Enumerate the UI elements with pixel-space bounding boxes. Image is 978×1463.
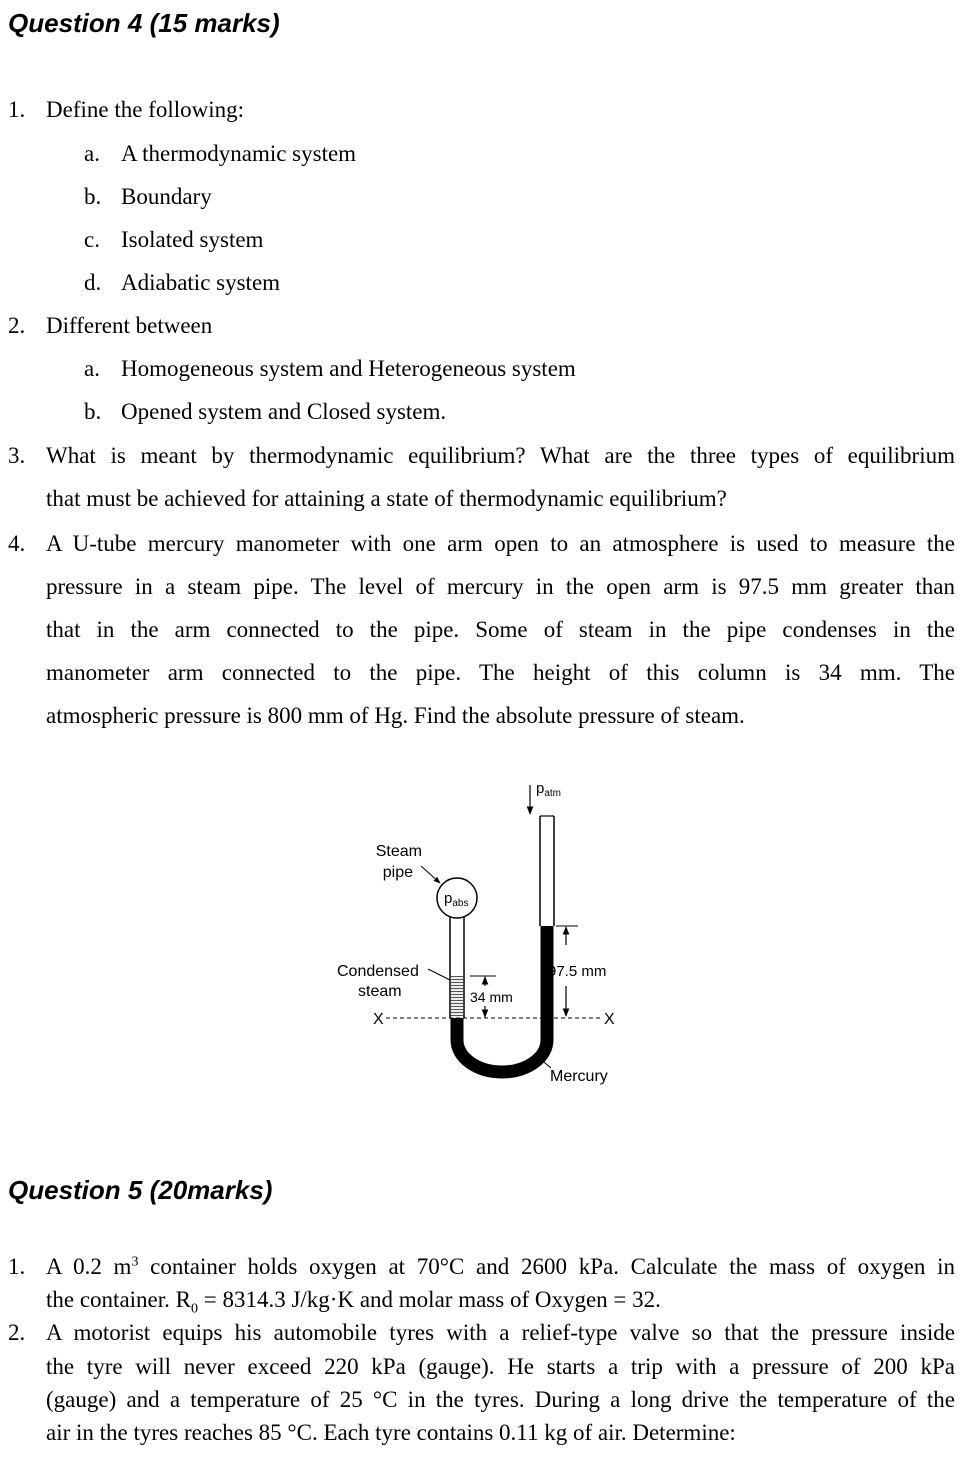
dim-975-label: 97.5 mm [548, 963, 607, 980]
q4-item-1-text: Define the following: [46, 97, 245, 122]
q5-item-1-line-1: A 0.2 $m^3$ container holds oxygen at 70°C and 2600 kPa. Calculate the mass of oxygen in [46, 1254, 955, 1279]
q4-item-2a-text: Homogeneous system and Heterogeneous system [121, 356, 576, 381]
steam-pipe-label-2: pipe [382, 864, 413, 881]
dim-34-label: 34 mm [470, 989, 513, 1005]
q5-item-1-number: 1. [8, 1254, 26, 1279]
q4-item-1b-label: b. [84, 184, 102, 209]
x-right-label: X [604, 1011, 615, 1028]
q4-item-2b-label: b. [84, 399, 102, 424]
q4-item-4-line-5: atmospheric pressure is 800 mm of Hg. Find the absolute pressure of steam. [46, 703, 745, 728]
q4-item-4-line-4: manometer arm connected to the pipe. The height of this column is 34 mm. The [46, 660, 955, 685]
q4-item-1c-label: c. [84, 227, 100, 252]
p-atm-label: $p_{atm}$ [536, 780, 562, 799]
question-4-title: Question 4 (15 marks) [8, 8, 280, 38]
condensed-steam-column [451, 976, 463, 1018]
question-5-title: Question 5 (20marks) [8, 1175, 273, 1205]
q4-item-4-line-2: pressure in a steam pipe. The level of mercury in the open arm is 97.5 mm greater than [46, 574, 955, 599]
q4-item-2b-text: Opened system and Closed system. [121, 399, 447, 424]
q4-item-1d-label: d. [84, 270, 102, 295]
q4-item-1a-text: A thermodynamic system [121, 141, 357, 166]
q4-item-3-number: 3. [8, 443, 26, 468]
q5-item-2-line-2: the tyre will never exceed 220 kPa (gauge). He starts a trip with a pressure of 200 kPa [46, 1354, 955, 1379]
q4-item-1a-label: a. [84, 141, 100, 166]
p-abs-label: $p_{abs}$ [444, 890, 469, 909]
q4-item-4-line-1: A U-tube mercury manometer with one arm open to an atmosphere is used to measure the [46, 531, 955, 556]
q4-item-3-line-1: What is meant by thermodynamic equilibrium? What are the three types of equilibrium [46, 443, 955, 468]
mercury-label: Mercury [550, 1068, 608, 1085]
q4-item-2-text: Different between [46, 313, 213, 338]
q4-item-3-line-2: that must be achieved for attaining a state of thermodynamic equilibrium? [46, 486, 727, 511]
q4-item-4-line-3: that in the arm connected to the pipe. Some of steam in the pipe condenses in the [46, 617, 955, 642]
q4-item-1d-text: Adiabatic system [121, 270, 281, 295]
condensed-label-1: Condensed [337, 963, 419, 980]
q4-item-1b-text: Boundary [121, 184, 212, 209]
q5-item-2-line-3: (gauge) and a temperature of 25 °C in the tyres. During a long drive the temperature of the [46, 1387, 955, 1412]
q5-item-1-line-2: the container. $R_0 = 8314.3$ J/kg·K and molar mass of Oxygen = 32. [46, 1287, 661, 1317]
steam-pipe-leader [421, 866, 440, 883]
q5-item-2-line-1: A motorist equips his automobile tyres with a relief-type valve so that the pressure inside [46, 1320, 955, 1345]
condensed-label-2: steam [358, 983, 402, 1000]
q4-item-4-number: 4. [8, 531, 26, 556]
q4-item-2a-label: a. [84, 356, 100, 381]
x-left-label: X [373, 1011, 384, 1028]
q4-item-1c-text: Isolated system [121, 227, 264, 252]
q4-item-2-number: 2. [8, 313, 26, 338]
q4-item-1-number: 1. [8, 97, 26, 122]
q5-item-2-number: 2. [8, 1320, 26, 1345]
q5-item-2-line-4: air in the tyres reaches 85 °C. Each tyre contains 0.11 kg of air. Determine: [46, 1420, 736, 1445]
condensed-leader [428, 969, 450, 980]
steam-pipe-label-1: Steam [375, 843, 422, 860]
